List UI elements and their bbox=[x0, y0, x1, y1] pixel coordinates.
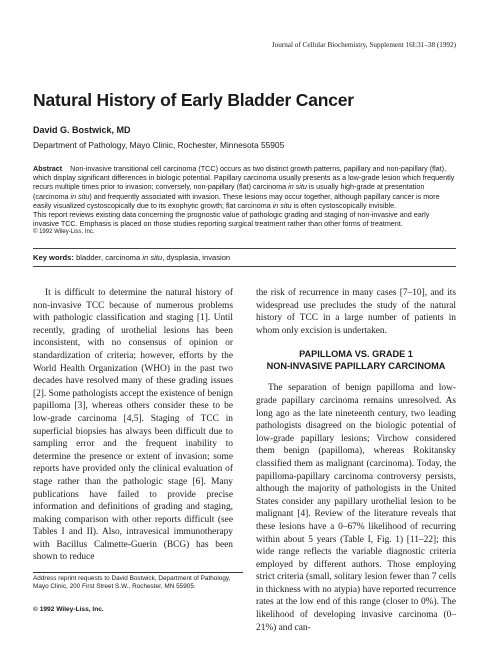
abstract bbox=[33, 164, 457, 238]
body-paragraph: It is difficult to determine the natural history of non-invasive TCC because of numerous problems with pathologic classification and staging [1]. Until recently, grading of urothelial lesions has been inconsistent, with no consensus of opinion or standardization of criteria; however, efforts by the World Health Organization (WHO) in the past two decades have resolved many of these grading issues [2]. Some pathologists accept the existence of benign papilloma [3], whereas others consider these to be low-grade carcinoma [4,5]. Staging of TCC in superficial biopsies has always been difficult due to sampling error and the frequent inability to determine the presence or extent of invasion; some reports have provided only the clinical evaluation of stage rather than the pathologic stage [6]. Many publications have failed to provide precise information and definitions of grading and staging, making comparison with other reports difficult (see Tables I and II). Also, intravesical immunotherapy with Bacillus Calmette-Guerin (BCG) has been shown to reduce bbox=[33, 288, 233, 563]
article-title: Natural History of Early Bladder Cancer bbox=[33, 90, 354, 110]
footnote-rule bbox=[33, 572, 243, 573]
footnote: Address reprint requests to David Bostwick, Department of Pathology, Mayo Clinic, 200 First Street S.W., Rochester, MN 55905. bbox=[33, 575, 231, 591]
keywords-label: Key words: bbox=[33, 253, 74, 262]
abstract-label: Abstract bbox=[33, 164, 63, 173]
abstract-paragraph-2: This report reviews existing data concerning the prognostic value of pathologic grading and staging of non-invasive and early invasive TCC. Emphasis is placed on those studies reporting surgical treatment rather than other forms of treatment. bbox=[33, 210, 430, 229]
abstract-paragraph-1: Abstract Non-invasive transitional cell carcinoma (TCC) occurs as two distinct growth patterns, papillary and non-papillary (flat), which display significant differences in biologic potential. Papillary carcinoma usually presents as a low-grade lesion which frequently recurs multiple times prior to invasion; conversely, non-papillary (flat) carcinoma in situ is usually high-grade at presentation (carcinoma in situ) and frequently associated with invasion. These lesions may occur together, although papillary cancer is more easily visualized cystoscopically due to its exophytic growth; flat carcinoma in situ is often cystoscopically invisible. bbox=[33, 164, 455, 210]
section-heading: PAPILLOMA VS. GRADE 1 NON-INVASIVE PAPILLARY CARCINOMA bbox=[266, 349, 446, 371]
author-name: David G. Bostwick, MD bbox=[33, 125, 131, 135]
body-paragraph: The separation of benign papilloma and low-grade papillary carcinoma remains unresolved. As long ago as the late nineteenth century, two leading pathologists disagreed on the biologic potential of low-grade papillary lesions; Virchow considered them benign (papilloma), whereas Rokitansky classified them as malignant (carcinoma). Today, the papilloma-papillary carcinoma controversy persists, although the majority of pathologists in the United States consider any papillary urothelial lesion to be malignant [4]. Review of the literature reveals that these lesions have a 0–67% likelihood of recurring within about 5 years (Table I, Fig. 1) [11–22]; this wide range reflects the variable diagnostic criteria employed by different authors. Those employing strict criteria (small, solitary lesion fewer than 7 cells in thickness with no atypia) have reported recurrence rates at the low end of this range (closer to 0%). The likelihood of developing invasive carcinoma (0–21%) and can- bbox=[256, 383, 456, 633]
journal-header: Journal of Cellular Biochemistry, Supplement 16I:31–38 (1992) bbox=[271, 41, 456, 49]
keywords-rule-top bbox=[33, 248, 456, 249]
author-affiliation: Department of Pathology, Mayo Clinic, Rochester, Minnesota 55905 bbox=[33, 140, 285, 150]
body-column-left bbox=[33, 287, 233, 564]
abstract-copyright: © 1992 Wiley-Liss, Inc. bbox=[33, 229, 95, 236]
keywords: Key words: bladder, carcinoma in situ, dysplasia, invasion bbox=[33, 253, 231, 262]
publisher-copyright: © 1992 Wiley-Liss, Inc. bbox=[33, 606, 104, 613]
body-column-right bbox=[256, 287, 456, 634]
keywords-rule-bottom bbox=[33, 266, 456, 267]
body-paragraph: the risk of recurrence in many cases [7–10], and its widespread use precludes the study of the natural history of TCC in a large number of patients in whom only excision is undertaken. bbox=[256, 288, 456, 336]
